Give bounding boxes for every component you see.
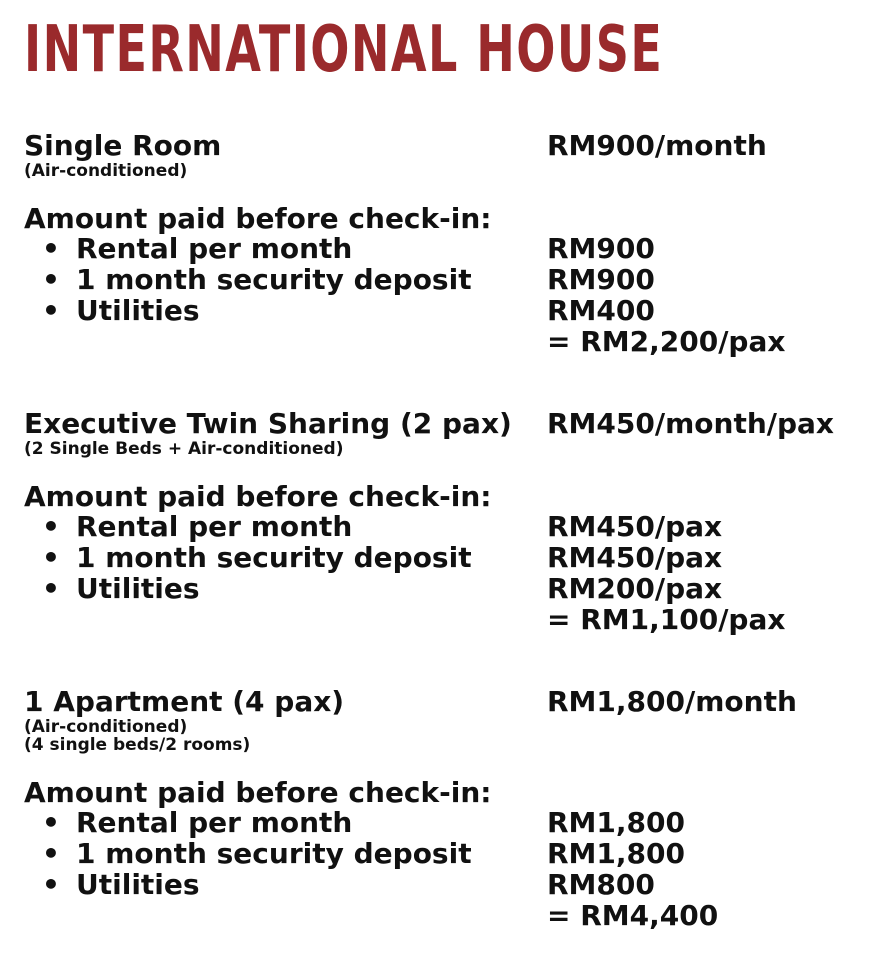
payment-item (24, 296, 874, 327)
payment-heading: Amount paid before check-in: (24, 480, 492, 513)
room-header (24, 130, 874, 162)
payment-total (24, 327, 874, 358)
payment-item-value: RM1,800 (547, 837, 685, 870)
payment-heading: Amount paid before check-in: (24, 202, 492, 235)
room-name: Executive Twin Sharing (2 pax) (24, 407, 512, 440)
payment-total-value: = RM4,400 (547, 899, 719, 932)
bullet-icon: • (42, 510, 60, 543)
payment-item-label: Utilities (76, 572, 200, 605)
room-subtitle: (Air-conditioned) (24, 161, 188, 181)
payment-item (24, 808, 874, 839)
bullet-icon: • (42, 868, 60, 901)
bullet-icon: • (42, 294, 60, 327)
room-section-single (24, 130, 874, 358)
room-name: 1 Apartment (4 pax) (24, 685, 345, 718)
payment-total (24, 605, 874, 636)
room-subtitle: (2 Single Beds + Air-conditioned) (24, 439, 344, 459)
payment-item-value: RM200/pax (547, 572, 723, 605)
payment-item-label: Utilities (76, 294, 200, 327)
payment-item-label: 1 month security deposit (76, 837, 472, 870)
payment-total (24, 901, 874, 932)
room-section-apartment (24, 686, 874, 932)
payment-item-value: RM900 (547, 232, 655, 265)
payment-total-value: = RM1,100/pax (547, 603, 786, 636)
payment-item-label: Utilities (76, 868, 200, 901)
payment-item-label: Rental per month (76, 510, 353, 543)
payment-total-value: = RM2,200/pax (547, 325, 786, 358)
payment-item (24, 839, 874, 870)
payment-item (24, 870, 874, 901)
bullet-icon: • (42, 572, 60, 605)
room-name: Single Room (24, 129, 222, 162)
payment-item (24, 265, 874, 296)
room-subtitle: (Air-conditioned) (24, 717, 188, 737)
payment-heading: Amount paid before check-in: (24, 776, 492, 809)
room-subtitle: (4 single beds/2 rooms) (24, 735, 251, 755)
bullet-icon: • (42, 232, 60, 265)
bullet-icon: • (42, 541, 60, 574)
payment-item-label: 1 month security deposit (76, 541, 472, 574)
room-price: RM450/month/pax (547, 407, 834, 440)
payment-item-value: RM400 (547, 294, 655, 327)
payment-item-value: RM800 (547, 868, 655, 901)
room-header (24, 408, 874, 440)
payment-item-label: Rental per month (76, 806, 353, 839)
bullet-icon: • (42, 263, 60, 296)
payment-item-value: RM900 (547, 263, 655, 296)
payment-item-label: 1 month security deposit (76, 263, 472, 296)
payment-item (24, 574, 874, 605)
room-section-twin (24, 408, 874, 636)
page-title: INTERNATIONAL HOUSE (24, 13, 664, 87)
payment-item-label: Rental per month (76, 232, 353, 265)
bullet-icon: • (42, 806, 60, 839)
payment-item (24, 512, 874, 543)
payment-item-value: RM1,800 (547, 806, 685, 839)
payment-item-value: RM450/pax (547, 541, 723, 574)
bullet-icon: • (42, 837, 60, 870)
room-price: RM1,800/month (547, 685, 797, 718)
payment-item (24, 543, 874, 574)
payment-item (24, 234, 874, 265)
payment-item-value: RM450/pax (547, 510, 723, 543)
room-header (24, 686, 874, 718)
room-price: RM900/month (547, 129, 767, 162)
